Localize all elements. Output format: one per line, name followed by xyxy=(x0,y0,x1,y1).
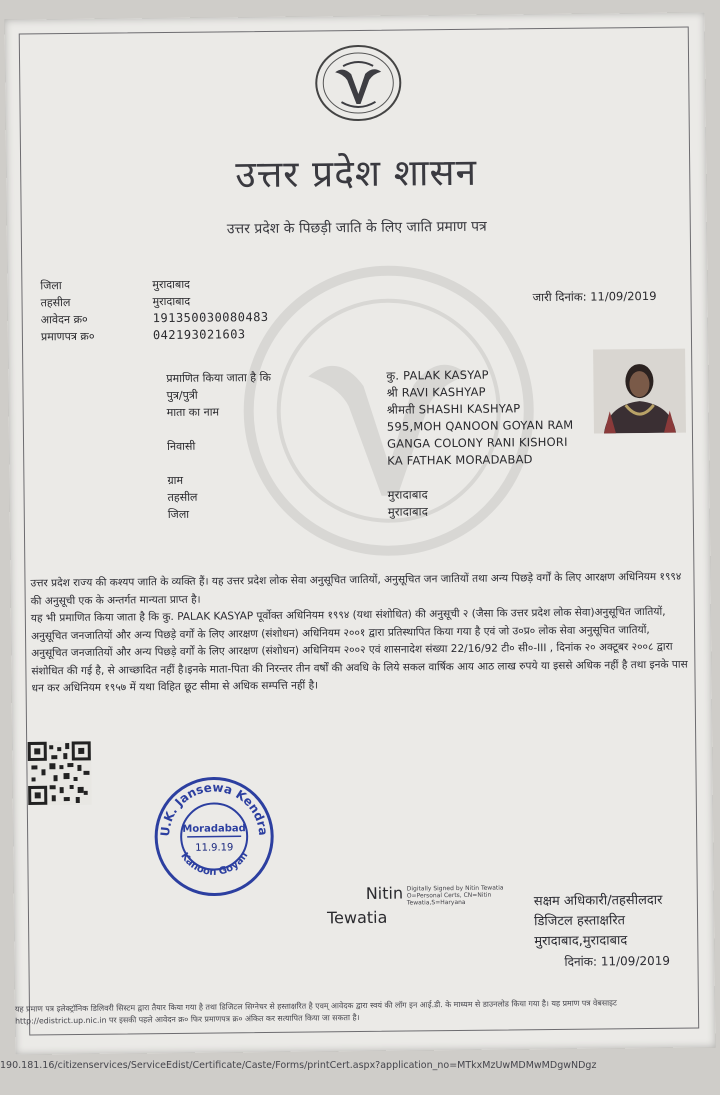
detail-tehsil-value: मुरादाबाद xyxy=(387,487,428,502)
page-title: उत्तर प्रदेश शासन xyxy=(235,150,478,197)
application-label: आवेदन क्र० xyxy=(40,312,88,327)
signer-last-name: Tewatia xyxy=(326,907,388,928)
officer-place: मुरादाबाद,मुरादाबाद xyxy=(534,933,628,950)
certificate-meta xyxy=(40,275,269,345)
jansewa-kendra-stamp xyxy=(153,775,276,898)
detail-district-value: मुरादाबाद xyxy=(387,504,429,519)
digital-signature xyxy=(327,882,510,940)
print-url: 190.181.16/citizenservices/ServiceEdist/Certificate/Caste/Forms/printCert.aspx?application_no=MTkxMzUwMDMwMDgwNDgz xyxy=(0,1060,597,1071)
applicant-details xyxy=(166,366,598,523)
svg-text:Kanoon Goyan xyxy=(178,850,250,878)
body-paragraph-2: यह भी प्रमाणित किया जाता है कि कु. PALAK KASYAP पूर्वोक्त अधिनियम १९९४ (यथा संशोधित) की अनुसूची २ (जैसा कि उत्तर प्रदेश लोक सेवा)अनुसूचित जातियों, अनुसूचित जनजातियों और अन्य पिछड़े वर्गों के लिए आरक्षण (संशोधन) अधिनियम २००१ द्वारा प्रतिस्थापित किया गया है एवं जो उ०प्र० लोक सेवा अनुसूचित जातियों, अनुसूचित जनजातियों और अन्य पिछड़े वर्गों के लिए आरक्षण (संशोधन) अधिनियम २००२ एवं शासनादेश संख्या 22/16/92 टी० सी०-III , दिनांक २० अक्टूबर २००८ द्वारा संशोधित की गई है, से आच्छादित नहीं है।इनके माता-पिता की निरन्तर तीन वर्षों की अवधि के लिये सकल वार्षिक आय आठ लाख रुपये या इससे अधिक नहीं है तथा इनके पास धन कर अधिनियम १९५७ में यथा विहित छूट सीमा से अधिक सम्पत्ति नहीं है। xyxy=(30,605,688,695)
detail-tehsil-label: तहसील xyxy=(167,490,198,505)
qr-code-icon xyxy=(27,741,92,806)
mother-name: श्रीमती SHASHI KASHYAP xyxy=(386,401,521,417)
certify-label: प्रमाणित किया जाता है कि xyxy=(166,370,271,386)
page-subtitle: उत्तर प्रदेश के पिछड़ी जाति के लिए जाति प्रमाण पत्र xyxy=(226,218,487,238)
body-paragraph-1: उत्तर प्रदेश राज्य की कश्यप जाति के व्यक्ति हैं। यह उत्तर प्रदेश लोक सेवा अनुसूचित जातियों, अनुसूचित जन जातियों तथा अन्य पिछड़े वर्गों के लिए आरक्षण अधिनियम १९९४ की अनुसूची एक के अन्तर्गत मान्यता प्राप्त है। xyxy=(30,570,682,607)
child-label: पुत्र/पुत्री xyxy=(166,388,198,403)
up-emblem-icon xyxy=(313,44,404,123)
stamp-ring-text: U.K. Jansewa Kendra xyxy=(157,780,271,838)
applicant-name: कु. PALAK KASYAP xyxy=(386,367,489,383)
stamp-bottom-text: Kanoon Goyan xyxy=(178,850,251,878)
resident-label: निवासी xyxy=(167,439,196,454)
certificate-sheet xyxy=(5,12,716,1054)
tehsil-value: मुरादाबाद xyxy=(152,294,191,309)
address-line-3: KA FATHAK MORADABAD xyxy=(387,452,533,468)
district-label: जिला xyxy=(40,279,62,293)
certificate-body xyxy=(30,569,689,698)
stamp-city: Moradabad xyxy=(182,823,246,835)
application-number: 191350030080483 xyxy=(152,309,269,326)
address-line-1: 595,MOH QANOON GOYAN RAM xyxy=(386,417,574,434)
officer-date: दिनांक: 11/09/2019 xyxy=(564,953,671,969)
stamp-date: 11.9.19 xyxy=(195,842,234,854)
father-name: श्री RAVI KASHYAP xyxy=(386,384,486,400)
footer-note: यह प्रमाण पत्र इलेक्ट्रॉनिक डिलिवरी सिस्टम द्वारा तैयार किया गया है तथा डिजिटल सिग्नेचर से हस्ताक्षरित है एवम् आवेदक द्वारा स्वयं की लॉग इन आई.डी. के माध्यम से डाउनलोड किया गया है। यह प्रमाण पत्र वेबसाइट http://edistrict.up.nic.in पर इसकी पहले आवेदन क्र० फिर प्रमाणपत्र क्र० अंकित कर सत्यापित किया जा सकता है। xyxy=(14,998,617,1026)
detail-district-label: जिला xyxy=(167,507,190,522)
mother-label: माता का नाम xyxy=(166,405,220,420)
certificate-number: 042193021603 xyxy=(152,327,246,343)
tehsil-label: तहसील xyxy=(40,296,71,310)
signer-first-name: Nitin xyxy=(365,883,404,903)
address-line-2: GANGA COLONY RANI KISHORI xyxy=(386,434,568,451)
officer-sign: डिजिटल हस्ताक्षरित xyxy=(533,913,626,930)
officer-title: सक्षम अधिकारी/तहसीलदार xyxy=(533,892,663,910)
officer-block xyxy=(534,891,670,972)
digital-sign-note: Digitally Signed by Nitin Tewatia O=Personal Certs, CN=Nitin Tewatia,S=Haryana xyxy=(406,884,504,907)
applicant-photo xyxy=(593,349,686,434)
certificate-label: प्रमाणपत्र क्र० xyxy=(40,329,95,344)
village-label: ग्राम xyxy=(167,473,184,488)
district-value: मुरादाबाद xyxy=(152,277,191,292)
issue-date: जारी दिनांक: 11/09/2019 xyxy=(532,288,657,305)
